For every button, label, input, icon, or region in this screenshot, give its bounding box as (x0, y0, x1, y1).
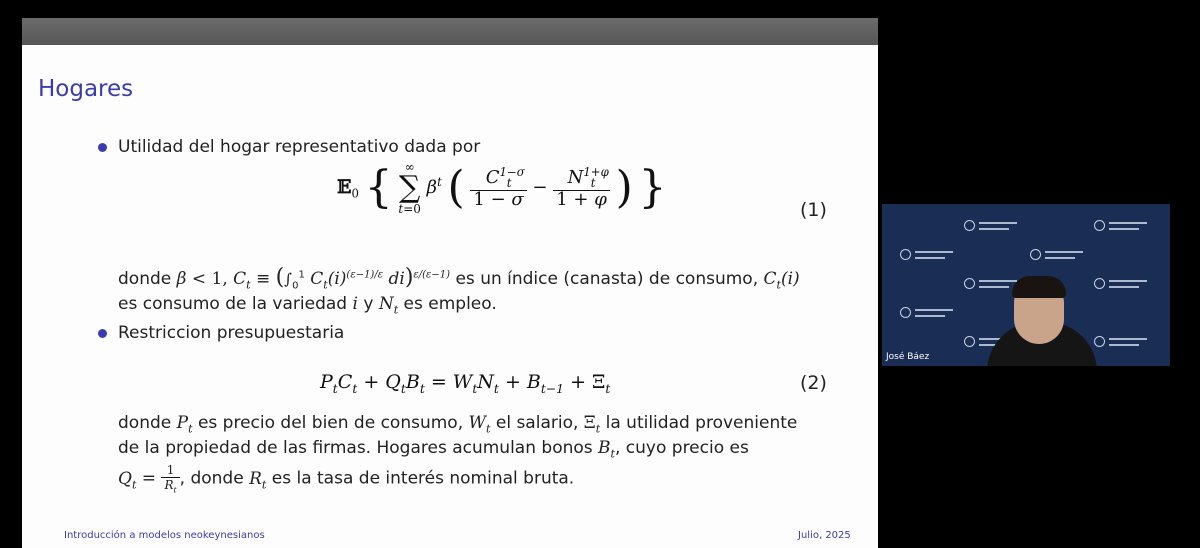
equation-budget-constraint: $P_tC_t + Q_tB_t = W_tN_t + B_{t-1} + \Xi_t$ (320, 371, 611, 396)
footer-course-title: Introducción a modelos neokeynesianos (64, 530, 265, 541)
bullet-icon (98, 143, 107, 152)
definition-line-5: $Q_t$ = $\frac{1}{R_t}$ , donde $R_t$ es la tasa de interés nominal bruta. (118, 463, 575, 495)
institute-logo-icon (1094, 276, 1154, 294)
institute-logo-icon (1030, 247, 1090, 265)
footer-date: Julio, 2025 (798, 530, 851, 541)
institute-logo-icon (1094, 334, 1154, 352)
bullet-utility-text: Utilidad del hogar representativo dada por (118, 137, 481, 157)
slide-title: Hogares (38, 76, 134, 102)
institute-logo-icon (900, 247, 960, 265)
institute-logo-icon (1094, 218, 1154, 236)
institute-logo-icon (964, 218, 1024, 236)
equation-number-2: (2) (800, 372, 827, 394)
definition-line-2: es consumo de la variedad i y $N_t$ es empleo. (118, 294, 497, 317)
equation-number-1: (1) (800, 199, 827, 221)
bullet-icon (98, 329, 107, 338)
definition-line-4: de la propiedad de las firmas. Hogares acumulan bonos $B_t$, cuyo precio es (118, 438, 749, 461)
slide-canvas (22, 45, 878, 548)
slide-top-bar (22, 18, 878, 45)
equation-utility: 𝔼$_0$ { ∞ ∑ t=0 $\beta^t$ ( $\frac{C^{1-\sigma}_t}{1 - \sigma}$ − $\frac{N^{1+\varphi}_t}{1 + \varphi}$ ) } (337, 160, 667, 216)
definition-line-3: donde $P_t$ es precio del bien de consumo, $W_t$ el salario, $\Xi_t$ la utilidad proveniente (118, 413, 798, 436)
bullet-budget-text: Restriccion presupuestaria (118, 323, 345, 343)
institute-logo-icon (900, 305, 960, 323)
definition-line-1: donde β < 1, $C_t \equiv (\int_0^1$ $C_t(i)^{(\varepsilon-1)/\varepsilon}$ di)$^{\varepsilon/(\varepsilon-1)}$ es un índice (canasta) de consumo, $C_t(i)$ (118, 265, 800, 292)
participant-name-label: José Báez (886, 352, 930, 362)
presentation-window (22, 18, 878, 548)
participant-hair (1012, 276, 1066, 298)
participant-video-tile[interactable] (882, 204, 1170, 366)
